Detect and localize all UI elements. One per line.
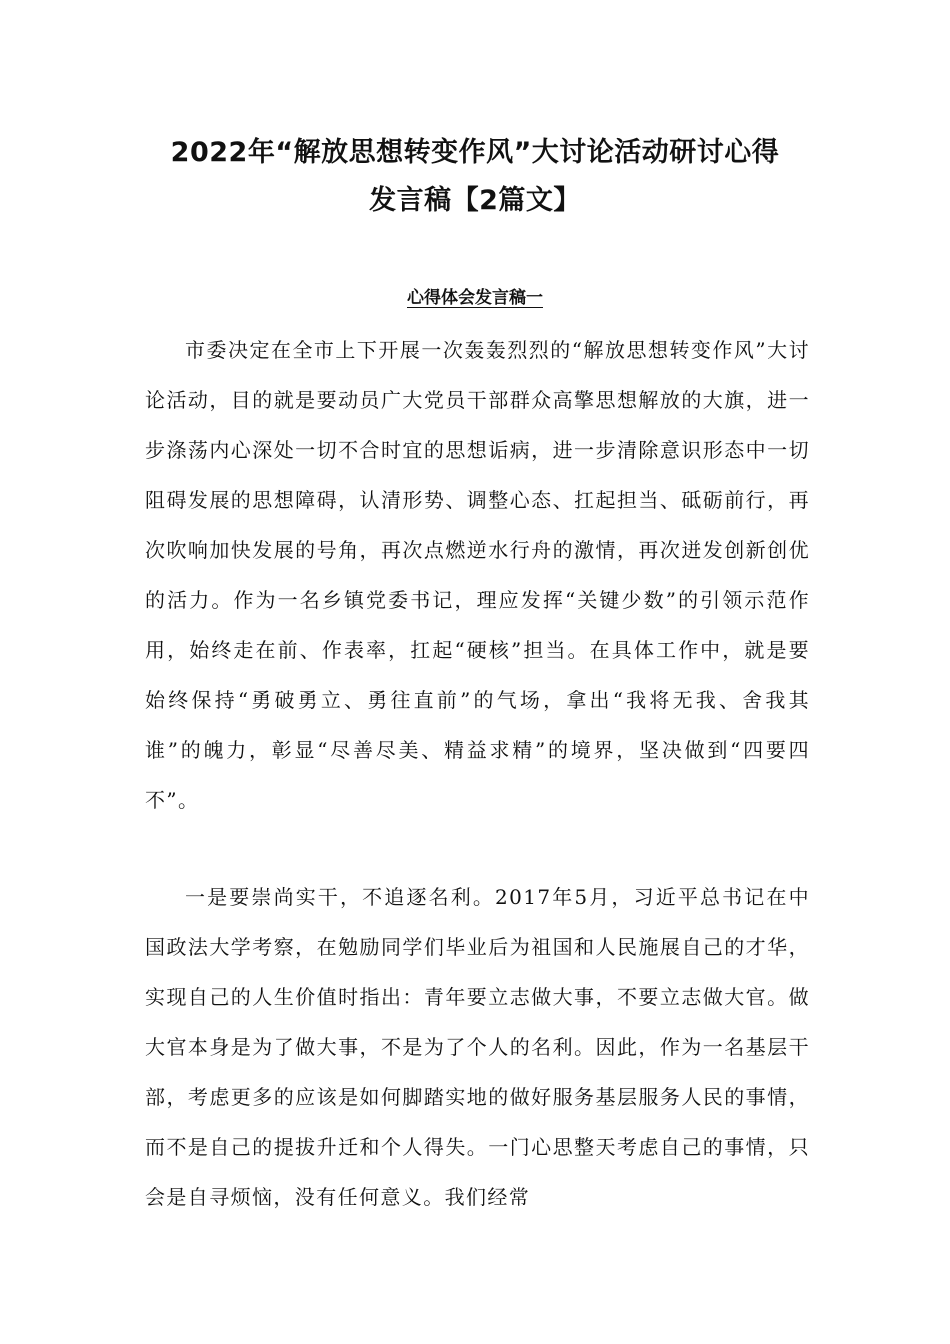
body-paragraph-1: 市委决定在全市上下开展一次轰轰烈烈的“解放思想转变作风”大讨论活动，目的就是要动员广大党员干部群众高擎思想解放的大旗，进一步涤荡内心深处一切不合时宜的思想诟病，进一步清除意识形态中一切阻碍发展的思想障碍，认清形势、调整心态、扛起担当、砥砺前行，再次吹响加快发展的号角，再次点燃逆水行舟的激情，再次迸发创新创优的活力。作为一名乡镇党委书记，理应发挥“关键少数”的引领示范作用，始终走在前、作表率，扛起“硬核”担当。在具体工作中，就是要始终保持“勇破勇立、勇往直前”的气场，拿出“我将无我、舍我其谁”的魄力，彰显“尽善尽美、精益求精”的境界，坚决做到“四要四不”。 [145, 338, 810, 812]
document-title-line1: 2022年“解放思想转变作风”大讨论活动研讨心得 [170, 137, 780, 168]
body-paragraph-2: 一是要崇尚实干，不追逐名利。2017年5月，习近平总书记在中国政法大学考察，在勉励同学们毕业后为祖国和人民施展自己的才华，实现自己的人生价值时指出：青年要立志做大事，不要立志做大官。做大官本身是为了做大事，不是为了个人的名利。因此，作为一名基层干部，考虑更多的应该是如何脚踏实地的做好服务基层服务人民的事情，而不是自己的提拔升迁和个人得失。一门心思整天考虑自己的事情，只会是自寻烦恼，没有任何意义。我们经常 [145, 885, 810, 1209]
section-heading [120, 286, 830, 310]
section-heading-text: 心得体会发言稿一 [407, 288, 543, 308]
document-title-line2: 发言稿【2篇文】 [369, 185, 581, 216]
